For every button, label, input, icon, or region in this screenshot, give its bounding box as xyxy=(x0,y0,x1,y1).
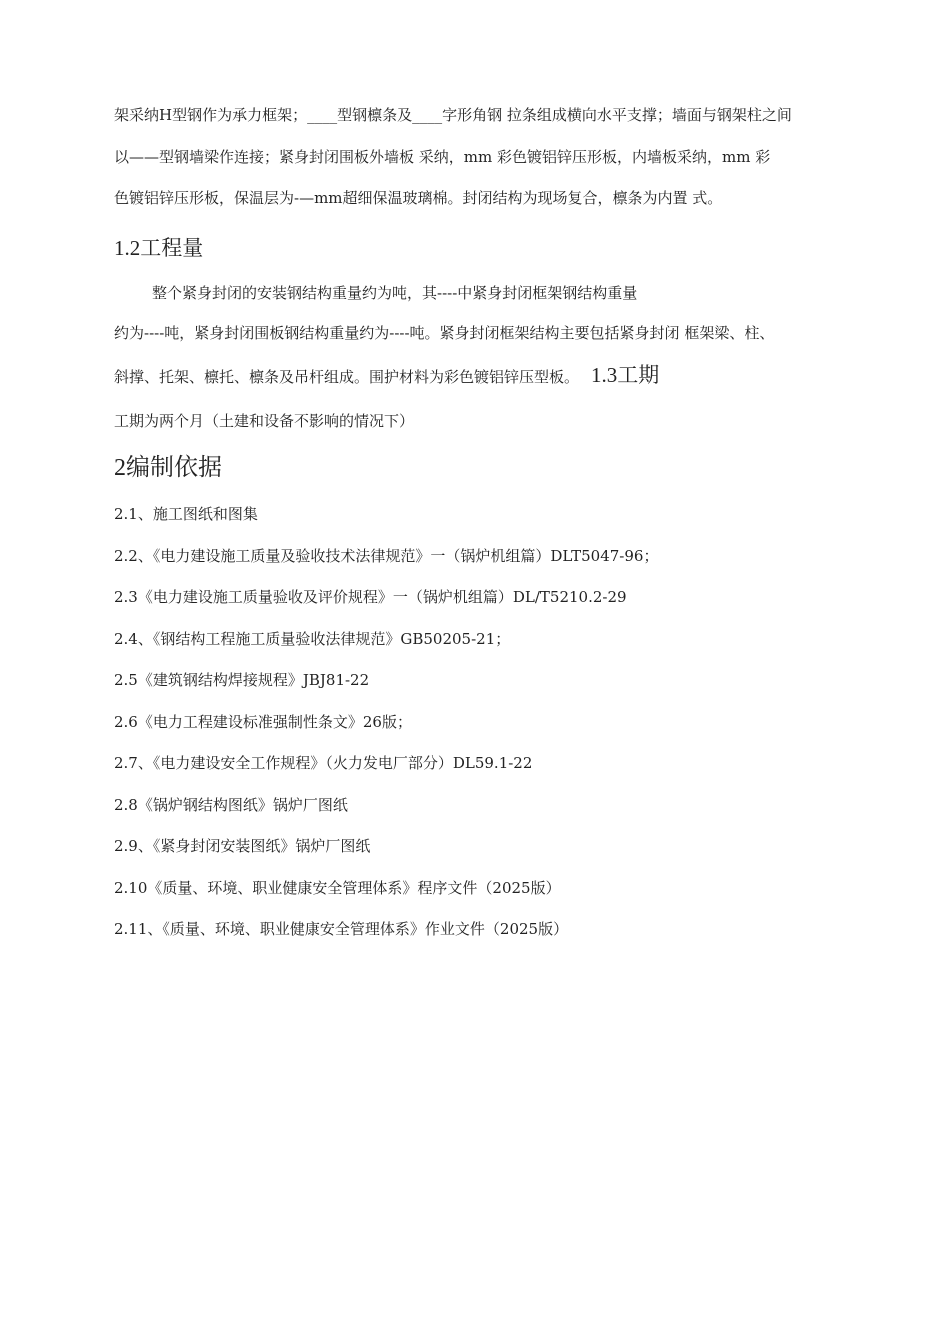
reference-item: 2.8《锅炉钢结构图纸》锅炉厂图纸 xyxy=(114,796,348,814)
section-1-2-para-line-3 xyxy=(114,364,659,388)
reference-item: 2.11、《质量、环境、职业健康安全管理体系》作业文件（2025版） xyxy=(114,920,569,938)
reference-item: 2.1、施工图纸和图集 xyxy=(114,505,258,523)
section-1-3-heading: 1.3工期 xyxy=(591,363,660,387)
intro-line-2: 以——型钢墙梁作连接；紧身封闭围板外墙板 采纳，mm 彩色镀铝锌压形板，内墙板采纳，mm 彩 xyxy=(114,148,771,166)
section-1-2-para-text: 斜撑、托架、檩托、檩条及吊杆组成。围护材料为彩色镀铝锌压型板。 xyxy=(114,368,580,386)
section-1-2-para-line-2: 约为----吨，紧身封闭围板钢结构重量约为----吨。紧身封闭框架结构主要包括紧身封闭 框架梁、柱、 xyxy=(114,324,775,342)
section-1-2-heading: 1.2工程量 xyxy=(114,236,204,260)
section-1-2-para-line-1: 整个紧身封闭的安装钢结构重量约为吨，其----中紧身封闭框架钢结构重量 xyxy=(152,284,638,302)
reference-item: 2.10《质量、环境、职业健康安全管理体系》程序文件（2025版） xyxy=(114,879,561,897)
reference-item: 2.2、《电力建设施工质量及验收技术法律规范》一（锅炉机组篇）DLT5047-96； xyxy=(114,547,659,565)
intro-line-1: 架采纳H型钢作为承力框架；____型钢檩条及____字形角钢 拉条组成横向水平支撑；墙面与钢架柱之间 xyxy=(114,106,792,124)
reference-item: 2.6《电力工程建设标准强制性条文》26版； xyxy=(114,713,412,731)
reference-item: 2.5《建筑钢结构焊接规程》JBJ81-22 xyxy=(114,671,370,689)
intro-line-3: 色镀铝锌压形板，保温层为-—mm超细保温玻璃棉。封闭结构为现场复合，檩条为内置 式。 xyxy=(114,189,723,207)
reference-item: 2.7、《电力建设安全工作规程》（火力发电厂部分）DL59.1-22 xyxy=(114,754,533,772)
reference-item: 2.9、《紧身封闭安装图纸》锅炉厂图纸 xyxy=(114,837,371,855)
reference-item: 2.3《电力建设施工质量验收及评价规程》一（锅炉机组篇）DL/T5210.2-29 xyxy=(114,588,627,606)
reference-item: 2.4、《钢结构工程施工质量验收法律规范》GB50205-21； xyxy=(114,630,511,648)
section-2-heading: 2编制依据 xyxy=(114,455,222,481)
section-1-3-text: 工期为两个月（土建和设备不影响的情况下） xyxy=(114,412,415,430)
